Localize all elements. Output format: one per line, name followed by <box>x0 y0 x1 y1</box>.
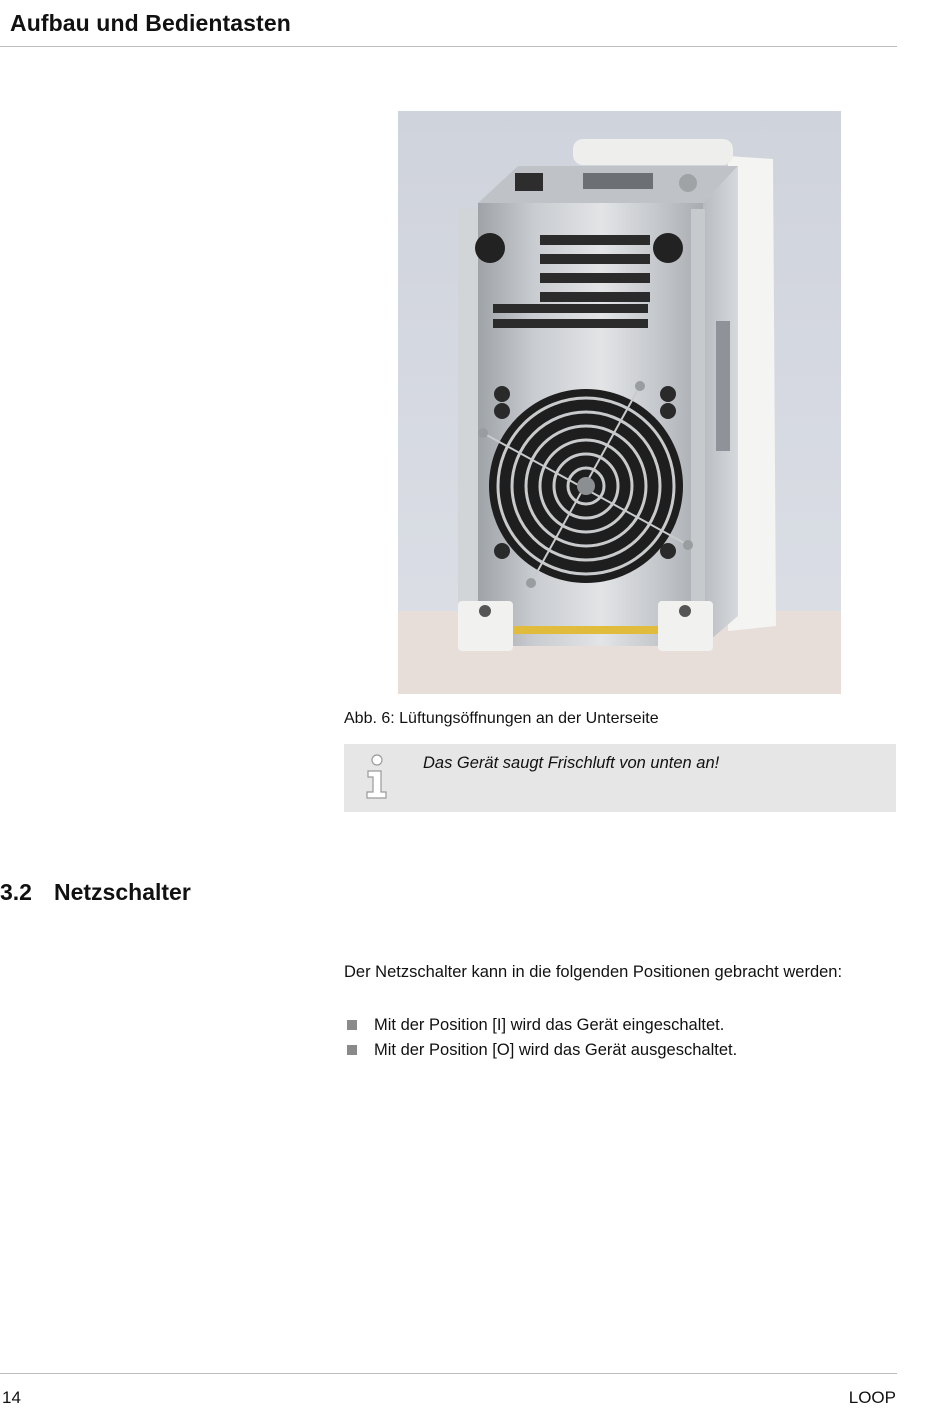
section-paragraph: Der Netzschalter kann in die folgenden Positionen gebracht werden: <box>344 963 843 981</box>
list-item-text: Mit der Position [I] wird das Gerät eingeschaltet. <box>374 1016 725 1034</box>
page-number: 14 <box>2 1388 21 1407</box>
footer-divider <box>0 1373 897 1374</box>
info-icon <box>364 754 390 800</box>
square-bullet-icon <box>347 1045 357 1055</box>
header-divider <box>0 46 897 47</box>
list-item-text: Mit der Position [O] wird das Gerät ausgeschaltet. <box>374 1040 738 1059</box>
note-text: Das Gerät saugt Frischluft von unten an! <box>423 754 720 772</box>
figure-caption: Abb. 6: Lüftungsöffnungen an der Unterseite <box>344 710 659 727</box>
device-photo <box>398 111 841 694</box>
square-bullet-icon <box>347 1020 357 1030</box>
position-list <box>344 1013 737 1062</box>
page-header-title: Aufbau und Bedientasten <box>10 10 291 36</box>
list-item <box>344 1013 737 1038</box>
list-item <box>344 1038 737 1063</box>
section-number: 3.2 <box>0 879 32 905</box>
footer-product-name: LOOP <box>848 1388 896 1407</box>
section-heading <box>0 879 191 906</box>
info-note <box>344 744 896 812</box>
section-title: Netzschalter <box>54 879 191 905</box>
